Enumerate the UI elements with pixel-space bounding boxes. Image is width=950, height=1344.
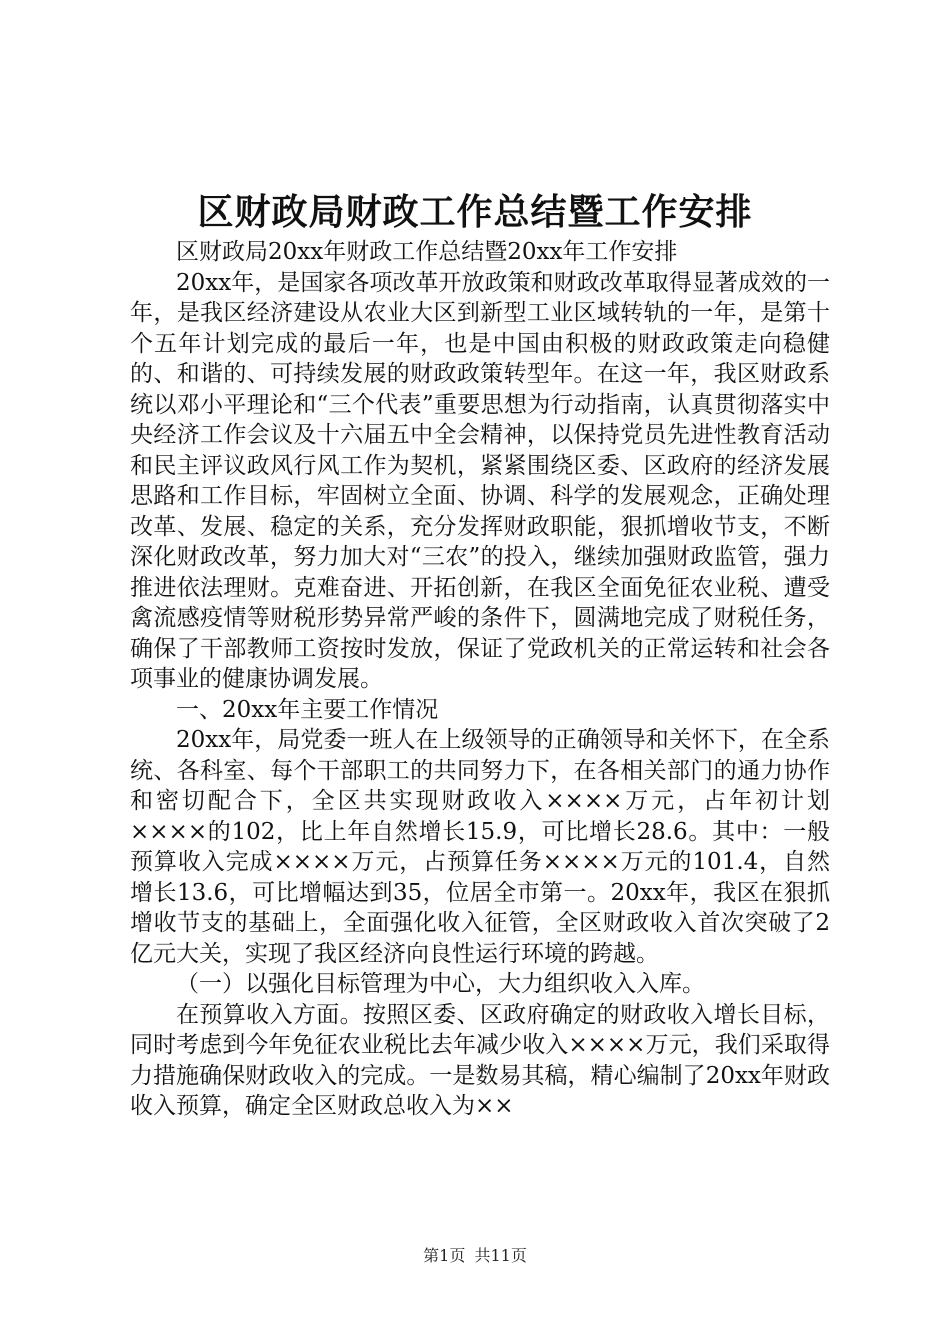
page-number: 第1页 <box>423 1246 466 1265</box>
body-paragraph: 20xx年，局党委一班人在上级领导的正确领导和关怀下，在全系统、各科室、每个干部职工的共同努力下，在各相关部门的通力协作和密切配合下，全区共实现财政收入××××万元，占年初计划××××的102，比上年自然增长15.9，可比增长28.6。其中：一般预算收入完成××××万元，占预算任务××××万元的101.4，自然增长13.6，可比增幅达到35，位居全市第一。20xx年，我区在狠抓增收节支的基础上，全面强化收入征管，全区财政收入首次突破了2亿元大关，实现了我区经济向良性运行环境的跨越。 <box>130 727 830 967</box>
section-heading: 一、20xx年主要工作情况 <box>176 696 439 723</box>
body-paragraph: 20xx年，是国家各项改革开放政策和财政改革取得显著成效的一年，是我区经济建设从农业大区到新型工业区域转轨的一年，是第十个五年计划完成的最后一年，也是中国由积极的财政政策走向稳健的、和谐的、可持续发展的财政政策转型年。在这一年，我区财政系统以邓小平理论和“三个代表”重要思想为行动指南，认真贯彻落实中央经济工作会议及十六届五中全会精神，以保持党员先进性教育活动和民主评议政风行风工作为契机，紧紧围绕区委、区政府的经济发展思路和工作目标，牢固树立全面、协调、科学的发展观念，正确处理改革、发展、稳定的关系，充分发挥财政职能，狠抓增收节支，不断深化财政改革，努力加大对“三农”的投入，继续加强财政监管，强力推进依法理财。克难奋进、开拓创新，在我区全面免征农业税、遭受禽流感疫情等财税形势异常严峻的条件下，圆满地完成了财税任务，确保了干部教师工资按时发放，保证了党政机关的正常运转和社会各项事业的健康协调发展。 <box>130 269 830 692</box>
document-body <box>130 237 830 1122</box>
page-footer <box>0 1243 950 1266</box>
page-total: 共11页 <box>474 1246 527 1265</box>
subsection-heading: （一）以强化目标管理为中心，大力组织收入入库。 <box>176 971 705 997</box>
subtitle-paragraph: 区财政局20xx年财政工作总结暨20xx年工作安排 <box>176 239 678 265</box>
document-title: 区财政局财政工作总结暨工作安排 <box>197 191 753 233</box>
body-paragraph: 在预算收入方面。按照区委、区政府确定的财政收入增长目标，同时考虑到今年免征农业税比去年减少收入××××万元，我们采取得力措施确保财政收入的完成。一是数易其稿，精心编制了20xx年财政收入预算，确定全区财政总收入为×× <box>130 1001 830 1119</box>
